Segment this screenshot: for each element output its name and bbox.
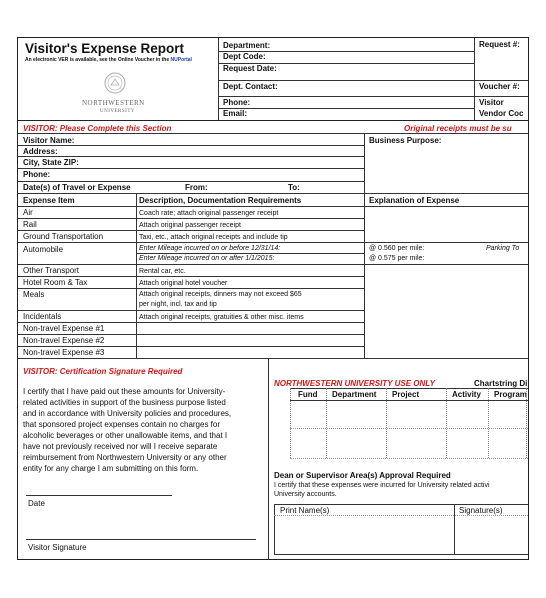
dept-code-label: Dept Code: [223, 52, 266, 61]
expense-desc-other-transport: Rental car, etc. [139, 268, 186, 275]
expense-item-header: Expense Item [23, 196, 75, 205]
fund-column: Fund [298, 390, 318, 399]
expense-desc-ground: Taxi, etc., attach original receipts and include tip [139, 234, 288, 241]
travel-dates-label: Date(s) of Travel or Expense [23, 183, 131, 192]
expense-desc-air: Coach rate; attach original passenger receipt [139, 210, 279, 217]
visitor-signature-label: Visitor Signature [28, 543, 87, 552]
expense-item-rail: Rail [23, 220, 37, 229]
mileage-before-label: Enter Mileage incurred on or before 12/31/14: [139, 245, 281, 252]
dept-contact-label: Dept. Contact: [223, 82, 278, 91]
project-column: Project [392, 390, 420, 399]
activity-column: Activity [452, 390, 481, 399]
approval-text-1: I certify that these expenses were incurred for University related activi [274, 482, 490, 489]
nuportal-link[interactable]: NUPortal [170, 57, 192, 63]
visitor-name-label: Visitor Name: [23, 136, 75, 145]
visitor-phone-label: Phone: [23, 170, 51, 179]
approval-heading: Dean or Supervisor Area(s) Approval Required [274, 471, 451, 480]
chartstring-label: Chartstring Di [474, 379, 528, 388]
nu-use-only-heading: NORTHWESTERN UNIVERSITY USE ONLY [274, 379, 435, 388]
certification-line-4: that sponsored project expenses contain no charges for [23, 420, 221, 429]
certification-line-1: I certify that I have paid out these amounts for University- [23, 387, 226, 396]
print-names-label: Print Name(s) [280, 506, 330, 515]
address-label: Address: [23, 147, 58, 156]
certification-line-5: alcoholic beverages or other unallowable items, and that I [23, 431, 228, 440]
visitor-signature-line[interactable] [26, 539, 256, 540]
logo-wordmark: NORTHWESTERN [82, 99, 145, 107]
explanation-header: Explanation of Expense [369, 196, 460, 205]
expense-report-form [17, 37, 529, 560]
expense-item-hotel: Hotel Room & Tax [23, 278, 88, 287]
expense-desc-meals: Attach original receipts, dinners may not exceed $65 [139, 291, 302, 298]
certification-heading: VISITOR: Certification Signature Required [23, 367, 183, 376]
expense-item-nontravel-3: Non-travel Expense #3 [23, 348, 105, 357]
expense-desc-rail: Attach original passenger receipt [139, 222, 241, 229]
program-column: Program [494, 390, 527, 399]
visitor-section-heading: VISITOR: Please Complete this Section [23, 124, 172, 133]
department-label: Department: [223, 41, 271, 50]
request-date-label: Request Date: [223, 64, 277, 73]
logo-subwordmark: UNIVERSITY [100, 109, 135, 114]
expense-item-incidentals: Incidentals [23, 312, 62, 321]
department-column: Department [332, 390, 377, 399]
vendor-code-label: Vendor Coc [479, 109, 524, 118]
form-subtitle: An electronic VER is available, see the Online Voucher in the NUPortal [25, 57, 192, 63]
certification-line-3: and in accordance with University policies and procedures, [23, 409, 232, 418]
date-line[interactable] [26, 495, 172, 496]
expense-item-nontravel-2: Non-travel Expense #2 [23, 336, 105, 345]
parking-tolls-label: Parking To [486, 245, 520, 252]
mileage-rate-1: @ 0.560 per mile: [369, 245, 425, 252]
signatures-label: Signature(s) [459, 506, 503, 515]
expense-item-automobile: Automobile [23, 245, 64, 254]
expense-desc-meals-2: per night, incl. tax and tip [139, 301, 217, 308]
expense-item-ground: Ground Transportation [23, 232, 104, 241]
travel-to-label: To: [288, 183, 300, 192]
expense-desc-hotel: Attach original hotel voucher [139, 280, 228, 287]
email-label: Email: [223, 109, 248, 118]
mileage-rate-2: @ 0.575 per mile: [369, 255, 425, 262]
certification-line-6: have not previously received nor will I receive separate [23, 442, 218, 451]
certification-line-2: related activities in support of the business purpose listed [23, 398, 226, 407]
expense-item-meals: Meals [23, 290, 45, 299]
expense-item-other-transport: Other Transport [23, 266, 80, 275]
form-title: Visitor's Expense Report [25, 41, 185, 56]
visitor-label: Visitor [479, 98, 504, 107]
mileage-after-label: Enter Mileage incurred on or after 1/1/2015: [139, 255, 275, 262]
business-purpose-label: Business Purpose: [369, 136, 442, 145]
voucher-number-label: Voucher #: [479, 82, 520, 91]
expense-item-air: Air [23, 208, 33, 217]
request-number-label: Request #: [479, 40, 520, 49]
travel-from-label: From: [185, 183, 208, 192]
date-label: Date [28, 499, 45, 508]
certification-line-8: entity for any charge I am submitting on this form. [23, 464, 199, 473]
phone-label: Phone: [223, 98, 251, 107]
university-seal-icon [104, 72, 126, 94]
original-receipts-note: Original receipts must be su [404, 124, 512, 133]
description-header: Description, Documentation Requirements [139, 196, 302, 205]
approval-text-2: University accounts. [274, 491, 337, 498]
city-state-zip-label: City, State ZIP: [23, 158, 79, 167]
certification-line-7: reimbursement from Northwestern University or any other [23, 453, 227, 462]
expense-desc-incidentals: Attach original receipts, gratuities & other misc. items [139, 314, 304, 321]
expense-item-nontravel-1: Non-travel Expense #1 [23, 324, 105, 333]
